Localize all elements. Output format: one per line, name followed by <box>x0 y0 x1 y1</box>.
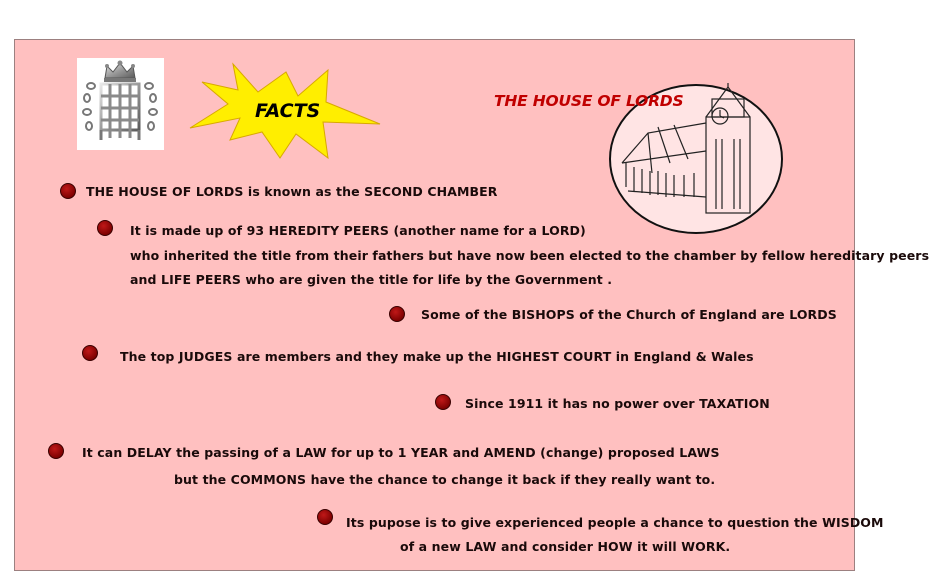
red-bullet-icon <box>97 220 113 236</box>
fact-line: Its pupose is to give experienced people a chance to question the WISDOM <box>346 515 884 530</box>
fact-line: THE HOUSE OF LORDS is known as the SECOND CHAMBER <box>86 184 498 199</box>
portcullis-crest-icon <box>77 58 164 150</box>
fact-line: of a new LAW and consider HOW it will WORK. <box>400 539 731 554</box>
fact-line: Some of the BISHOPS of the Church of England are LORDS <box>421 307 837 322</box>
page-title: THE HOUSE OF LORDS <box>494 92 684 110</box>
fact-line: It is made up of 93 HEREDITY PEERS (another name for a LORD) <box>130 223 586 238</box>
fact-line: The top JUDGES are members and they make up the HIGHEST COURT in England & Wales <box>120 349 754 364</box>
fact-line: and LIFE PEERS who are given the title for life by the Government . <box>130 272 613 287</box>
fact-line: It can DELAY the passing of a LAW for up to 1 YEAR and AMEND (change) proposed LAWS <box>82 445 720 460</box>
fact-line: Since 1911 it has no power over TAXATION <box>465 396 770 411</box>
red-bullet-icon <box>82 345 98 361</box>
fact-line: who inherited the title from their fathers but have now been elected to the chamber by fellow hereditary peers <box>130 248 930 263</box>
fact-line: but the COMMONS have the chance to change it back if they really want to. <box>174 472 716 487</box>
red-bullet-icon <box>317 509 333 525</box>
facts-burst-label: FACTS <box>255 100 321 122</box>
red-bullet-icon <box>48 443 64 459</box>
red-bullet-icon <box>60 183 76 199</box>
red-bullet-icon <box>435 394 451 410</box>
red-bullet-icon <box>389 306 405 322</box>
